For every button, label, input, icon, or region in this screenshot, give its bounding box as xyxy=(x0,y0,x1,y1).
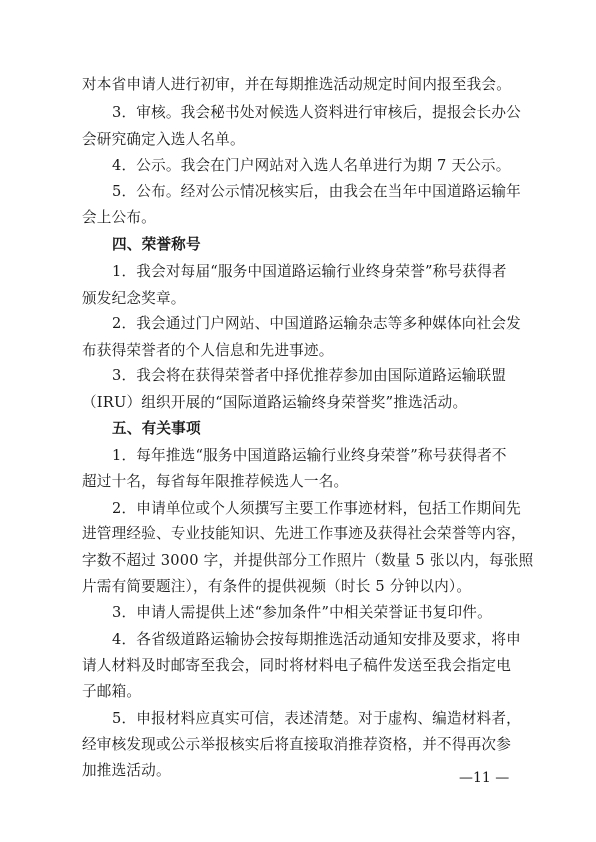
text-line: 子邮箱。 xyxy=(82,683,142,700)
text-line: 对本省申请人进行初审，并在每期推选活动规定时间内报至我会。 xyxy=(82,76,512,93)
text-line: 超过十名，每省每年限推荐候选人一名。 xyxy=(82,473,349,490)
text-line: 进管理经验、专业技能知识、先进工作事迹及获得社会荣誉等内容， xyxy=(82,525,526,542)
text-line: 经审核发现或公示举报核实后将直接取消推荐资格，并不得再次参 xyxy=(82,736,512,753)
text-line: 3．我会将在获得荣誉者中择优推荐参加由国际道路运输联盟 xyxy=(112,367,507,384)
section-heading: 四、荣誉称号 xyxy=(112,236,201,253)
text-line: 片需有简要题注），有条件的提供视频（时长 5 分钟以内）。 xyxy=(82,578,472,595)
text-line: 5．公布。经对公示情况核实后，由我会在当年中国道路运输年 xyxy=(112,183,521,200)
section-heading: 五、有关事项 xyxy=(112,420,201,437)
text-line: 3．审核。我会秘书处对候选人资料进行审核后，提报会长办公 xyxy=(112,104,521,121)
text-line: 5．申报材料应真实可信，表述清楚。对于虚构、编造材料者， xyxy=(112,710,521,727)
text-line: 1．我会对每届“服务中国道路运输行业终身荣誉”称号获得者 xyxy=(112,263,507,280)
text-line: 布获得荣誉者的个人信息和先进事迹。 xyxy=(82,342,334,359)
text-line: 3．申请人需提供上述“参加条件”中相关荣誉证书复印件。 xyxy=(112,604,492,621)
text-line: 2．我会通过门户网站、中国道路运输杂志等多种媒体向社会发 xyxy=(112,315,521,332)
text-line: 颁发纪念奖章。 xyxy=(82,290,186,307)
text-line: （IRU）组织开展的“国际道路运输终身荣誉奖”推选活动。 xyxy=(82,394,468,411)
text-line: 1．每年推选“服务中国道路运输行业终身荣誉”称号获得者不 xyxy=(112,447,507,464)
text-line: 4．公示。我会在门户网站对入选人名单进行为期 7 天公示。 xyxy=(112,157,511,174)
text-line: 会研究确定入选人名单。 xyxy=(82,131,245,148)
page-number: —11 — xyxy=(459,770,510,786)
text-line: 4．各省级道路运输协会按每期推选活动通知安排及要求，将申 xyxy=(112,631,521,648)
text-line: 2．申请单位或个人须撰写主要工作事迹材料，包括工作期间先 xyxy=(112,500,521,517)
text-line: 加推选活动。 xyxy=(82,762,171,779)
text-line: 会上公布。 xyxy=(82,209,156,226)
text-line: 字数不超过 3000 字，并提供部分工作照片（数量 5 张以内，每张照 xyxy=(82,552,534,569)
text-line: 请人材料及时邮寄至我会，同时将材料电子稿件发送至我会指定电 xyxy=(82,657,512,674)
